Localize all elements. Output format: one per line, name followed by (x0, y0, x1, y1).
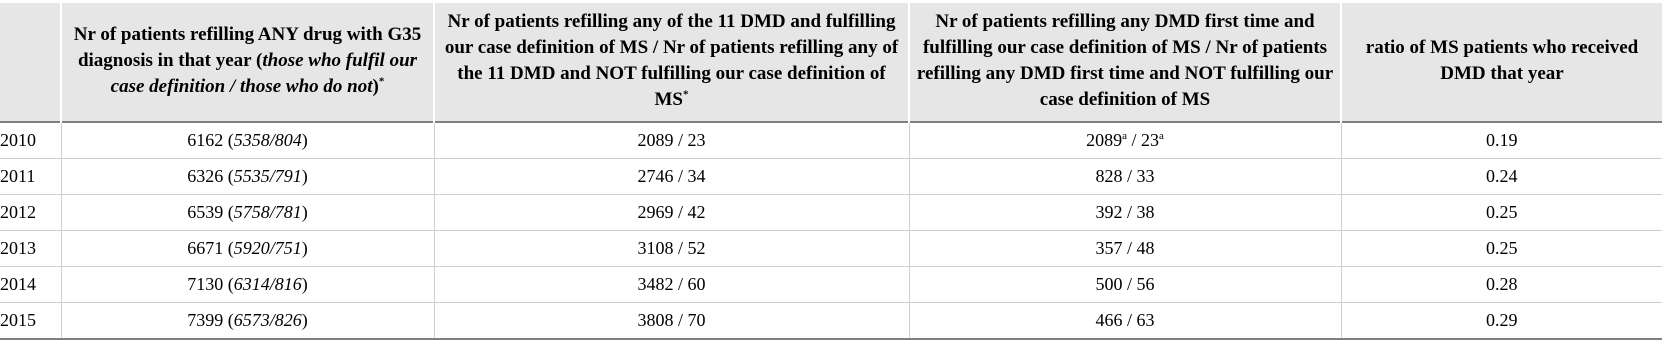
table-row (0, 159, 1662, 195)
footnote-mark: a (1122, 130, 1127, 142)
header-ratio: ratio of MS patients who received DMD that year (1341, 3, 1662, 122)
patients-dmd-cell: 2089 / 23 (434, 122, 909, 159)
separator: / (1126, 130, 1141, 150)
table-row (0, 195, 1662, 231)
not-fulfil-value: 826 (274, 310, 302, 330)
table-row (0, 122, 1662, 159)
patients-dmd-first-time-cell (909, 122, 1341, 159)
ratio-cell: 0.24 (1341, 159, 1662, 195)
data-table (0, 3, 1662, 340)
patients-dmd-first-time-cell: 828 / 33 (909, 159, 1341, 195)
total-value: 6326 (187, 166, 224, 186)
patients-dmd-first-time-cell: 392 / 38 (909, 195, 1341, 231)
year-cell: 2014 (0, 267, 61, 303)
patients-dmd-cell: 2969 / 42 (434, 195, 909, 231)
fulfil-value: 5920 (233, 238, 270, 258)
header-patients-any-drug (61, 3, 434, 122)
patients-any-drug-cell: 6326 (5535/791) (61, 159, 434, 195)
patients-any-drug-cell: 6539 (5758/781) (61, 195, 434, 231)
header-patients-dmd (434, 3, 909, 122)
patients-dmd-cell: 3808 / 70 (434, 303, 909, 340)
footnote-mark: * (683, 88, 689, 101)
fulfil-value: 5358 (233, 130, 270, 150)
table-header (0, 3, 1662, 122)
patients-any-drug-cell: 7130 (6314/816) (61, 267, 434, 303)
ratio-cell: 0.25 (1341, 195, 1662, 231)
total-value: 6539 (187, 202, 224, 222)
header-patients-dmd-first-time: Nr of patients refilling any DMD first time and fulfilling our case definition of MS / Nr of patients refilling any DMD first time and NOT fulfilling our case definition of MS (909, 3, 1341, 122)
table-body (0, 122, 1662, 339)
total-value: 7130 (187, 274, 224, 294)
header-text: ) (372, 76, 379, 97)
first-fulfil-value: 2089 (1086, 130, 1123, 150)
patients-any-drug-cell: 7399 (6573/826) (61, 303, 434, 340)
total-value: 7399 (187, 310, 224, 330)
ratio-cell: 0.19 (1341, 122, 1662, 159)
patients-dmd-cell: 3482 / 60 (434, 267, 909, 303)
year-cell: 2012 (0, 195, 61, 231)
footnote-mark: * (378, 75, 385, 88)
fulfil-value: 6314 (233, 274, 270, 294)
not-fulfil-value: 816 (274, 274, 302, 294)
year-cell: 2013 (0, 231, 61, 267)
not-fulfil-value: 751 (274, 238, 302, 258)
year-cell: 2011 (0, 159, 61, 195)
fulfil-value: 5758 (233, 202, 270, 222)
total-value: 6671 (187, 238, 224, 258)
ratio-cell: 0.25 (1341, 231, 1662, 267)
total-value: 6162 (187, 130, 224, 150)
header-text: Nr of patients refilling ANY drug with G35 diagnosis in that year ( (73, 24, 422, 71)
patients-dmd-cell: 2746 / 34 (434, 159, 909, 195)
first-not-fulfil-value: 23 (1141, 130, 1159, 150)
patients-dmd-first-time-cell: 357 / 48 (909, 231, 1341, 267)
header-italic-text: those who fulfil our case definition / those who do not (110, 50, 418, 97)
patients-any-drug-cell: 6162 (5358/804) (61, 122, 434, 159)
footnote-mark: a (1159, 130, 1164, 142)
ratio-cell: 0.28 (1341, 267, 1662, 303)
ratio-cell: 0.29 (1341, 303, 1662, 340)
fulfil-value: 6573 (233, 310, 270, 330)
fulfil-value: 5535 (233, 166, 270, 186)
header-text: Nr of patients refilling any of the 11 DMD and fulfilling our case definition of MS / Nr of patients refilling any of the 11 DMD and NOT fulfilling our case definition of MS (444, 11, 899, 110)
table-row (0, 267, 1662, 303)
table-row (0, 231, 1662, 267)
header-year (0, 3, 61, 122)
patients-dmd-first-time-cell: 466 / 63 (909, 303, 1341, 340)
patients-any-drug-cell: 6671 (5920/751) (61, 231, 434, 267)
not-fulfil-value: 791 (274, 166, 302, 186)
table-row (0, 303, 1662, 340)
patients-dmd-first-time-cell: 500 / 56 (909, 267, 1341, 303)
not-fulfil-value: 781 (274, 202, 302, 222)
patients-dmd-cell: 3108 / 52 (434, 231, 909, 267)
year-cell: 2010 (0, 122, 61, 159)
not-fulfil-value: 804 (274, 130, 302, 150)
year-cell: 2015 (0, 303, 61, 340)
header-row (0, 3, 1662, 122)
